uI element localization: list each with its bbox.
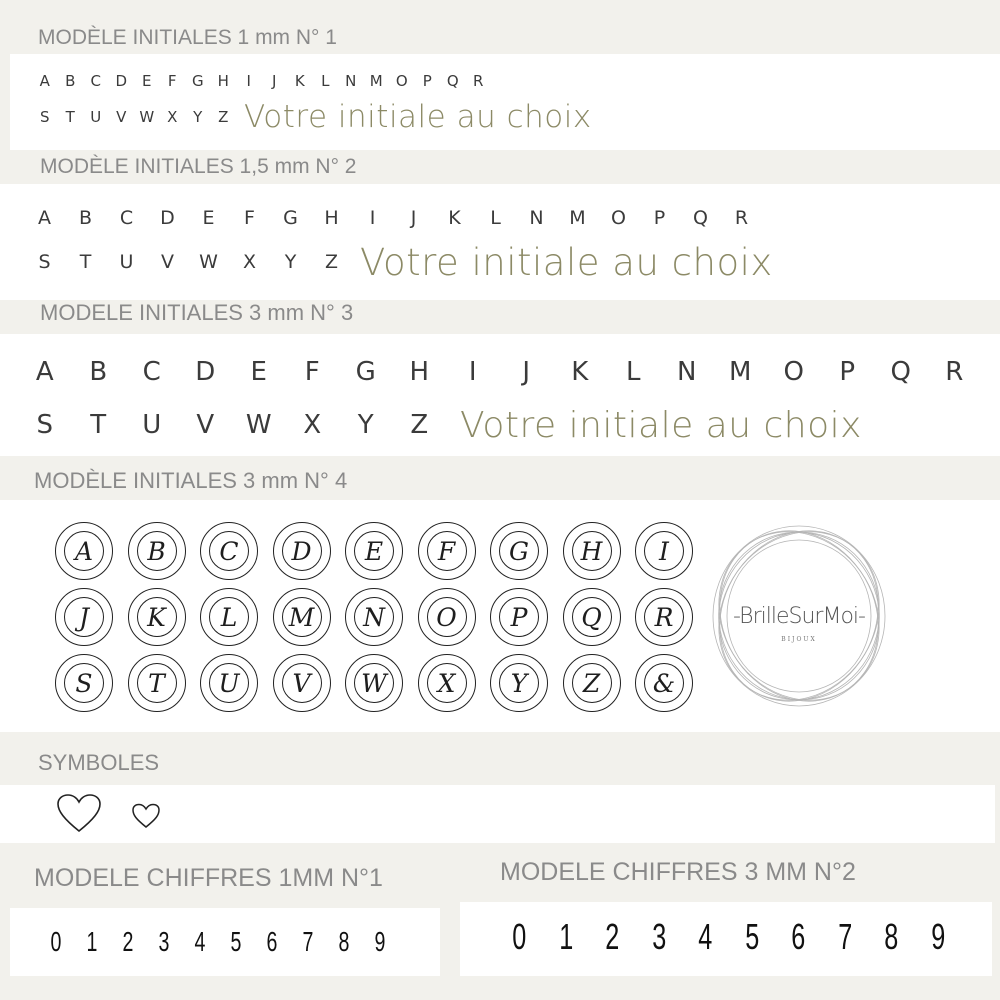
initial-circle-letter: I bbox=[644, 531, 684, 571]
initial-circle-letter: O bbox=[427, 597, 467, 637]
initial-circle-d bbox=[273, 522, 331, 580]
initial-circle-u bbox=[200, 654, 258, 712]
model-2-row-2 bbox=[24, 240, 773, 284]
digits-1-panel bbox=[10, 908, 440, 976]
letter-f: F bbox=[304, 357, 320, 387]
digit-1: 1 bbox=[558, 916, 573, 957]
digits-1-row bbox=[38, 922, 398, 962]
letter-e: E bbox=[142, 72, 152, 90]
initial-circle-letter: X bbox=[427, 663, 467, 703]
letter-k: K bbox=[294, 72, 305, 90]
letter-x: X bbox=[303, 410, 322, 440]
letter-h: H bbox=[409, 357, 430, 387]
digit-8: 8 bbox=[338, 926, 350, 957]
letter-m: M bbox=[569, 207, 586, 229]
digit-8: 8 bbox=[884, 916, 899, 957]
initial-circle-letter: S bbox=[64, 663, 104, 703]
letter-z: Z bbox=[324, 251, 339, 273]
letter-r: R bbox=[945, 357, 964, 387]
letter-c: C bbox=[142, 357, 161, 387]
digits-2-title: MODELE CHIFFRES 3 MM N°2 bbox=[500, 858, 856, 886]
letter-t: T bbox=[79, 251, 92, 273]
initial-circle-letter: K bbox=[137, 597, 177, 637]
letter-i: I bbox=[369, 207, 376, 229]
letter-z: Z bbox=[218, 108, 229, 126]
letter-k: K bbox=[571, 357, 589, 387]
initial-circle-letter: T bbox=[137, 663, 177, 703]
letter-p: P bbox=[422, 72, 432, 90]
model-1-row-1 bbox=[32, 68, 491, 94]
initial-circle-letter: L bbox=[209, 597, 249, 637]
initial-circle-p bbox=[490, 588, 548, 646]
initial-choice-caption: Votre initiale au choix bbox=[460, 404, 862, 446]
initial-circle-x bbox=[418, 654, 476, 712]
initial-circle-v bbox=[273, 654, 331, 712]
digit-7: 7 bbox=[837, 916, 852, 957]
digit-2: 2 bbox=[605, 916, 620, 957]
digit-1: 1 bbox=[86, 926, 98, 957]
letter-s: S bbox=[39, 108, 50, 126]
letter-r: R bbox=[473, 72, 484, 90]
letter-j: J bbox=[272, 72, 277, 90]
initial-circle-letter: N bbox=[354, 597, 394, 637]
letter-s: S bbox=[38, 251, 51, 273]
symbols-panel bbox=[0, 785, 995, 843]
model-4-title: MODÈLE INITIALES 3 mm N° 4 bbox=[34, 468, 348, 493]
letter-e: E bbox=[202, 207, 215, 229]
letter-v: V bbox=[116, 108, 127, 126]
letter-j: J bbox=[410, 207, 417, 229]
initial-circle-letter: F bbox=[427, 531, 467, 571]
initial-circle-o bbox=[418, 588, 476, 646]
initial-circle-letter: R bbox=[644, 597, 684, 637]
letter-v: V bbox=[196, 410, 215, 440]
digits-2-panel bbox=[460, 902, 992, 976]
letter-w: W bbox=[139, 108, 155, 126]
letter-m: M bbox=[729, 357, 752, 387]
initial-circle-e bbox=[345, 522, 403, 580]
letter-h: H bbox=[324, 207, 339, 229]
letter-f: F bbox=[244, 207, 255, 229]
letter-u: U bbox=[119, 251, 134, 273]
letter-x: X bbox=[242, 251, 257, 273]
initial-circle-letter: U bbox=[209, 663, 249, 703]
initial-circle-letter: E bbox=[354, 531, 394, 571]
letter-f: F bbox=[167, 72, 177, 90]
initial-circle-j bbox=[55, 588, 113, 646]
initial-circle-letter: A bbox=[64, 531, 104, 571]
letter-o: O bbox=[783, 357, 804, 387]
initial-circle-letter: J bbox=[64, 597, 104, 637]
letter-o: O bbox=[395, 72, 408, 90]
letter-x: X bbox=[167, 108, 178, 126]
initial-choice-caption: Votre initiale au choix bbox=[360, 240, 773, 284]
letter-d: D bbox=[160, 207, 175, 229]
letter-b: B bbox=[89, 357, 108, 387]
initial-circle-g bbox=[490, 522, 548, 580]
letter-w: W bbox=[245, 410, 272, 440]
model-1-panel bbox=[10, 54, 1000, 150]
initial-circle-f bbox=[418, 522, 476, 580]
symbols-title: SYMBOLES bbox=[38, 750, 160, 775]
letter-l: L bbox=[321, 72, 330, 90]
letter-a: A bbox=[38, 207, 51, 229]
digits-1-title: MODELE CHIFFRES 1MM N°1 bbox=[34, 864, 383, 892]
logo-subtitle: BIJOUX bbox=[781, 636, 817, 643]
letter-v: V bbox=[161, 251, 174, 273]
letter-n: N bbox=[677, 357, 697, 387]
digit-9: 9 bbox=[374, 926, 386, 957]
initial-choice-caption: Votre initiale au choix bbox=[244, 99, 592, 135]
model-1-title: MODÈLE INITIALES 1 mm N° 1 bbox=[38, 26, 337, 49]
letter-w: W bbox=[199, 251, 218, 273]
letter-y: Y bbox=[193, 108, 203, 126]
digit-3: 3 bbox=[651, 916, 666, 957]
initial-circle-n bbox=[345, 588, 403, 646]
letter-q: Q bbox=[446, 72, 459, 90]
letter-e: E bbox=[250, 357, 267, 387]
initial-circle-letter: V bbox=[282, 663, 322, 703]
letter-y: Y bbox=[284, 251, 297, 273]
digit-5: 5 bbox=[744, 916, 759, 957]
initial-circle-ampersand bbox=[635, 654, 693, 712]
letter-n: N bbox=[529, 207, 544, 229]
digit-6: 6 bbox=[266, 926, 278, 957]
heart-large-icon bbox=[56, 793, 102, 835]
letter-a: A bbox=[39, 72, 50, 90]
letter-g: G bbox=[355, 357, 376, 387]
model-2-row-1 bbox=[24, 202, 762, 234]
initial-circle-r bbox=[635, 588, 693, 646]
digits-2-row bbox=[496, 914, 961, 960]
initial-circle-letter: H bbox=[572, 531, 612, 571]
initial-circle-letter: Q bbox=[572, 597, 612, 637]
letter-t: T bbox=[65, 108, 75, 126]
letter-i: I bbox=[468, 357, 477, 387]
model-3-panel bbox=[0, 334, 1000, 456]
digit-7: 7 bbox=[302, 926, 314, 957]
letter-i: I bbox=[246, 72, 251, 90]
letter-b: B bbox=[78, 207, 93, 229]
letter-o: O bbox=[611, 207, 626, 229]
initial-circle-letter: B bbox=[137, 531, 177, 571]
letter-c: C bbox=[119, 207, 134, 229]
letter-p: P bbox=[839, 357, 856, 387]
letter-d: D bbox=[115, 72, 128, 90]
model-3-row-1 bbox=[18, 352, 981, 392]
letter-t: T bbox=[90, 410, 107, 440]
model-1-row-2 bbox=[32, 100, 592, 134]
initial-circle-letter: W bbox=[354, 663, 394, 703]
letter-c: C bbox=[90, 72, 101, 90]
letter-n: N bbox=[345, 72, 357, 90]
initial-circle-letter: M bbox=[282, 597, 322, 637]
letter-z: Z bbox=[410, 410, 429, 440]
letter-a: A bbox=[35, 357, 54, 387]
initial-circle-a bbox=[55, 522, 113, 580]
letter-l: L bbox=[490, 207, 501, 229]
initial-circle-t bbox=[128, 654, 186, 712]
initial-circle-letter: Z bbox=[572, 663, 612, 703]
letter-j: J bbox=[522, 357, 531, 387]
initial-circle-c bbox=[200, 522, 258, 580]
letter-q: Q bbox=[693, 207, 708, 229]
initial-circle-b bbox=[128, 522, 186, 580]
letter-d: D bbox=[195, 357, 216, 387]
heart-small-icon bbox=[131, 803, 161, 829]
letter-u: U bbox=[142, 410, 162, 440]
model-2-title: MODÈLE INITIALES 1,5 mm N° 2 bbox=[40, 155, 357, 178]
brillesurmoi-logo bbox=[706, 520, 892, 712]
letter-h: H bbox=[217, 72, 229, 90]
digit-6: 6 bbox=[791, 916, 806, 957]
initial-circle-y bbox=[490, 654, 548, 712]
initial-circle-k bbox=[128, 588, 186, 646]
model-3-title: MODELE INITIALES 3 mm N° 3 bbox=[40, 300, 354, 325]
digit-4: 4 bbox=[194, 926, 206, 957]
initial-circle-s bbox=[55, 654, 113, 712]
initial-circle-w bbox=[345, 654, 403, 712]
initial-circle-letter: P bbox=[499, 597, 539, 637]
model-4-panel bbox=[0, 500, 1000, 732]
initial-circle-l bbox=[200, 588, 258, 646]
digit-4: 4 bbox=[698, 916, 713, 957]
letter-l: L bbox=[626, 357, 641, 387]
model-3-row-2 bbox=[18, 402, 862, 448]
letter-y: Y bbox=[357, 410, 374, 440]
initial-circle-letter: C bbox=[209, 531, 249, 571]
initial-circle-i bbox=[635, 522, 693, 580]
initial-circle-letter: G bbox=[499, 531, 539, 571]
model-2-panel bbox=[0, 184, 1000, 300]
logo-name: -BrilleSurMoi- bbox=[733, 604, 865, 629]
letter-u: U bbox=[90, 108, 102, 126]
initial-circle-letter: & bbox=[644, 663, 684, 703]
initial-circle-q bbox=[563, 588, 621, 646]
digit-0: 0 bbox=[512, 916, 527, 957]
digit-2: 2 bbox=[122, 926, 134, 957]
letter-g: G bbox=[283, 207, 298, 229]
initial-circle-z bbox=[563, 654, 621, 712]
initial-circle-letter: Y bbox=[499, 663, 539, 703]
letter-g: G bbox=[191, 72, 204, 90]
initial-circle-letter: D bbox=[282, 531, 322, 571]
letter-b: B bbox=[65, 72, 76, 90]
digit-0: 0 bbox=[50, 926, 62, 957]
initial-circle-m bbox=[273, 588, 331, 646]
letter-s: S bbox=[36, 410, 53, 440]
digit-5: 5 bbox=[230, 926, 242, 957]
digit-9: 9 bbox=[930, 916, 945, 957]
letter-k: K bbox=[448, 207, 461, 229]
letter-q: Q bbox=[890, 357, 911, 387]
digit-3: 3 bbox=[158, 926, 170, 957]
initial-circle-h bbox=[563, 522, 621, 580]
letter-r: R bbox=[734, 207, 749, 229]
letter-p: P bbox=[653, 207, 666, 229]
letter-m: M bbox=[369, 72, 383, 90]
